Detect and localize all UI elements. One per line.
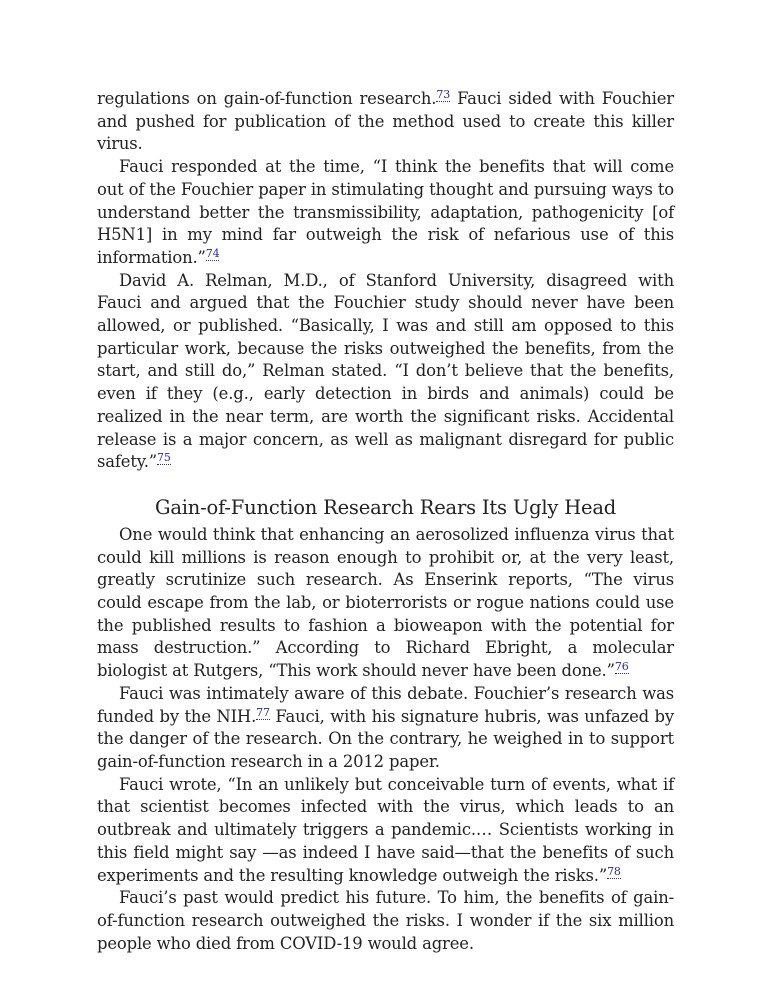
paragraph-4 — [97, 524, 674, 683]
paragraph-text: One would think that enhancing an aerosolized influenza virus that could kill millions is reason enough to prohibit or, at the very least, greatly scrutinize such research. As Enserink reports, “The virus could escape from the lab, or bioterrorists or rogue nations could use the published results to fashion a bioweapon with the potential for mass destruction.” According to Richard Ebright, a molecular biologist at Rutgers, “This work should never have been done.” — [97, 524, 674, 681]
paragraph-text: Fauci wrote, “In an unlikely but conceivable turn of events, what if that scientist becomes infected with the virus, which leads to an outbreak and ultimately triggers a pandemic.… Scientists working in this field might say —as indeed I have said—that the benefits of such experiments and the resulting knowledge outweigh the risks.” — [97, 774, 674, 885]
paragraph-text-continued: Fauci, with his signature hubris, was unfazed by the danger of the research. On the contrary, he weighed in to support gain-of-function research in a 2012 paper. — [97, 706, 675, 771]
footnote-link-73[interactable]: 73 — [436, 88, 451, 101]
section-heading: Gain-of-Function Research Rears Its Ugly Head — [154, 495, 617, 519]
footnote-link-76[interactable]: 76 — [614, 660, 629, 674]
paragraph-6 — [97, 774, 674, 888]
paragraph-text: Fauci responded at the time, “I think the benefits that will come out of the Fouchier paper in stimulating thought and pursuing ways to understand better the transmissibility, adaptation, pathogenicity [of H5N1] in my mind far outweigh the risk of nefarious use of this information.” — [97, 157, 674, 267]
footnote-link-74[interactable]: 74 — [205, 246, 220, 260]
paragraph-1 — [97, 88, 674, 156]
paragraph-5 — [97, 683, 674, 774]
paragraph-3 — [97, 270, 674, 474]
body-text — [97, 88, 674, 955]
footnote-link-77[interactable]: 77 — [256, 705, 270, 719]
paragraph-text: regulations on gain-of-function research. — [97, 89, 437, 108]
paragraph-text: David A. Relman, M.D., of Stanford University, disagreed with Fauci and argued that the Fouchier study should never have been allowed, or published. “Basically, I was and still am opposed to this particular work, because the risks outweighed the benefits, from the start, and still do,” Relman stated. “I don’t believe that the benefits, even if they (e.g., early detection in birds and animals) could be realized in the near term, are worth the significant risks. Accidental release is a major concern, as well as malignant disregard for public safety.” — [97, 270, 674, 472]
paragraph-text: Fauci’s past would predict his future. To him, the benefits of gain-of-function research outweighed the risks. I wonder if the six million people who died from COVID-19 would agree. — [97, 888, 674, 953]
footnote-link-78[interactable]: 78 — [607, 864, 621, 878]
paragraph-text: Fauci was intimately aware of this debate. Fouchier’s research was funded by the NIH. — [97, 683, 674, 726]
paragraph-text-continued: Fauci sided with Fouchier and pushed for publication of the method used to create this killer virus. — [97, 89, 674, 154]
paragraph-2 — [97, 156, 674, 270]
paragraph-7 — [97, 887, 674, 955]
footnote-link-75[interactable]: 75 — [157, 451, 171, 465]
